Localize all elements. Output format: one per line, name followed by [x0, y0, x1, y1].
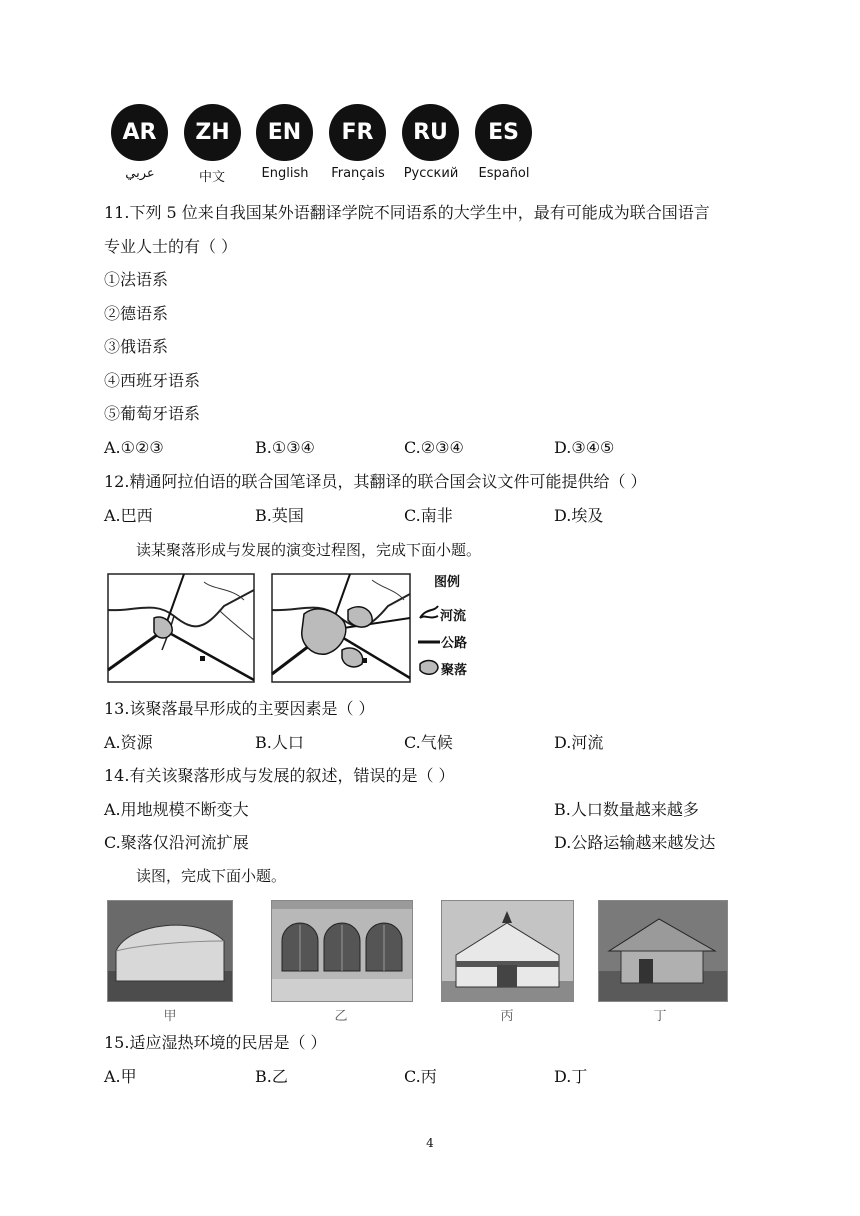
q12-option-d: D.埃及	[554, 506, 604, 525]
q15-option-b: B.乙	[255, 1067, 288, 1086]
q14-option-d: D.公路运输越来越发达	[554, 833, 716, 852]
q13-option-c: C.气候	[404, 733, 453, 752]
legend-settlement: 聚落	[441, 663, 468, 678]
q12-option-a: A.巴西	[104, 506, 153, 525]
q11-option-b: B.①③④	[255, 438, 315, 457]
q11-stem-line2: 专业人士的有（ ）	[104, 237, 238, 256]
map-later	[272, 574, 410, 682]
q14-stem: 14.有关该聚落形成与发展的叙述，错误的是（ ）	[104, 766, 455, 785]
mongolian-yurt-photo	[441, 900, 574, 1002]
intro-dwellings: 读图，完成下面小题。	[136, 867, 287, 885]
q15-option-c: C.丙	[404, 1067, 437, 1086]
q11-item-5: ⑤葡萄牙语系	[104, 404, 201, 423]
es-logo-icon: ES	[475, 104, 532, 161]
map-legend	[418, 574, 467, 678]
zh-label: 中文	[198, 170, 225, 185]
q15-option-d: D.丁	[554, 1067, 588, 1086]
en-logo-icon: EN	[256, 104, 313, 161]
q11-option-d: D.③④⑤	[554, 438, 615, 457]
q11-item-4: ④西班牙语系	[104, 371, 201, 390]
ar-label: عربي	[125, 166, 155, 181]
legend-road: 公路	[441, 636, 468, 651]
map-early	[108, 574, 254, 682]
zh-logo-icon: ZH	[184, 104, 241, 161]
ru-label: Русский	[403, 166, 459, 181]
fr-logo-icon: FR	[329, 104, 386, 161]
yurt-photo	[107, 900, 233, 1002]
legend-title: 图例	[434, 575, 461, 590]
q15-stem: 15.适应湿热环境的民居是（ ）	[104, 1033, 327, 1052]
en-label: English	[261, 166, 309, 181]
q11-option-c: C.②③④	[404, 438, 464, 457]
q13-option-a: A.资源	[104, 733, 153, 752]
photo-caption-yi: 乙	[334, 1009, 348, 1024]
q14-option-b: B.人口数量越来越多	[554, 800, 699, 819]
q14-option-a: A.用地规模不断变大	[104, 800, 249, 819]
q11-item-3: ③俄语系	[104, 337, 169, 356]
es-label: Español	[478, 166, 530, 181]
fr-label: Français	[331, 166, 385, 181]
photo-caption-ding: 丁	[653, 1009, 667, 1024]
settlement-legend-icon	[420, 661, 438, 675]
page-number: 4	[426, 1136, 434, 1150]
legend-river: 河流	[440, 609, 467, 624]
q12-option-b: B.英国	[255, 506, 304, 525]
q11-item-2: ②德语系	[104, 304, 169, 323]
q12-option-c: C.南非	[404, 506, 453, 525]
photo-caption-jia: 甲	[163, 1009, 177, 1024]
q13-option-d: D.河流	[554, 733, 604, 752]
q13-stem: 13.该聚落最早形成的主要因素是（ ）	[104, 699, 375, 718]
q13-option-b: B.人口	[255, 733, 304, 752]
q11-stem-line1: 11.下列 5 位来自我国某外语翻译学院不同语系的大学生中，最有可能成为联合国语言	[104, 203, 710, 222]
q14-option-c: C.聚落仅沿河流扩展	[104, 833, 249, 852]
ru-logo-icon: RU	[402, 104, 459, 161]
intro-settlement: 读某聚落形成与发展的演变过程图，完成下面小题。	[136, 541, 482, 559]
q12-stem: 12.精通阿拉伯语的联合国笔译员，其翻译的联合国会议文件可能提供给（ ）	[104, 472, 647, 491]
cave-dwelling-photo	[271, 900, 413, 1002]
q15-option-a: A.甲	[104, 1067, 137, 1086]
thatched-house-photo	[598, 900, 728, 1002]
q11-item-1: ①法语系	[104, 270, 169, 289]
q11-option-a: A.①②③	[104, 438, 164, 457]
river-legend-icon	[420, 606, 438, 618]
photo-caption-bing: 丙	[500, 1009, 514, 1024]
settlement-maps	[104, 570, 476, 685]
ar-logo-icon: AR	[111, 104, 168, 161]
